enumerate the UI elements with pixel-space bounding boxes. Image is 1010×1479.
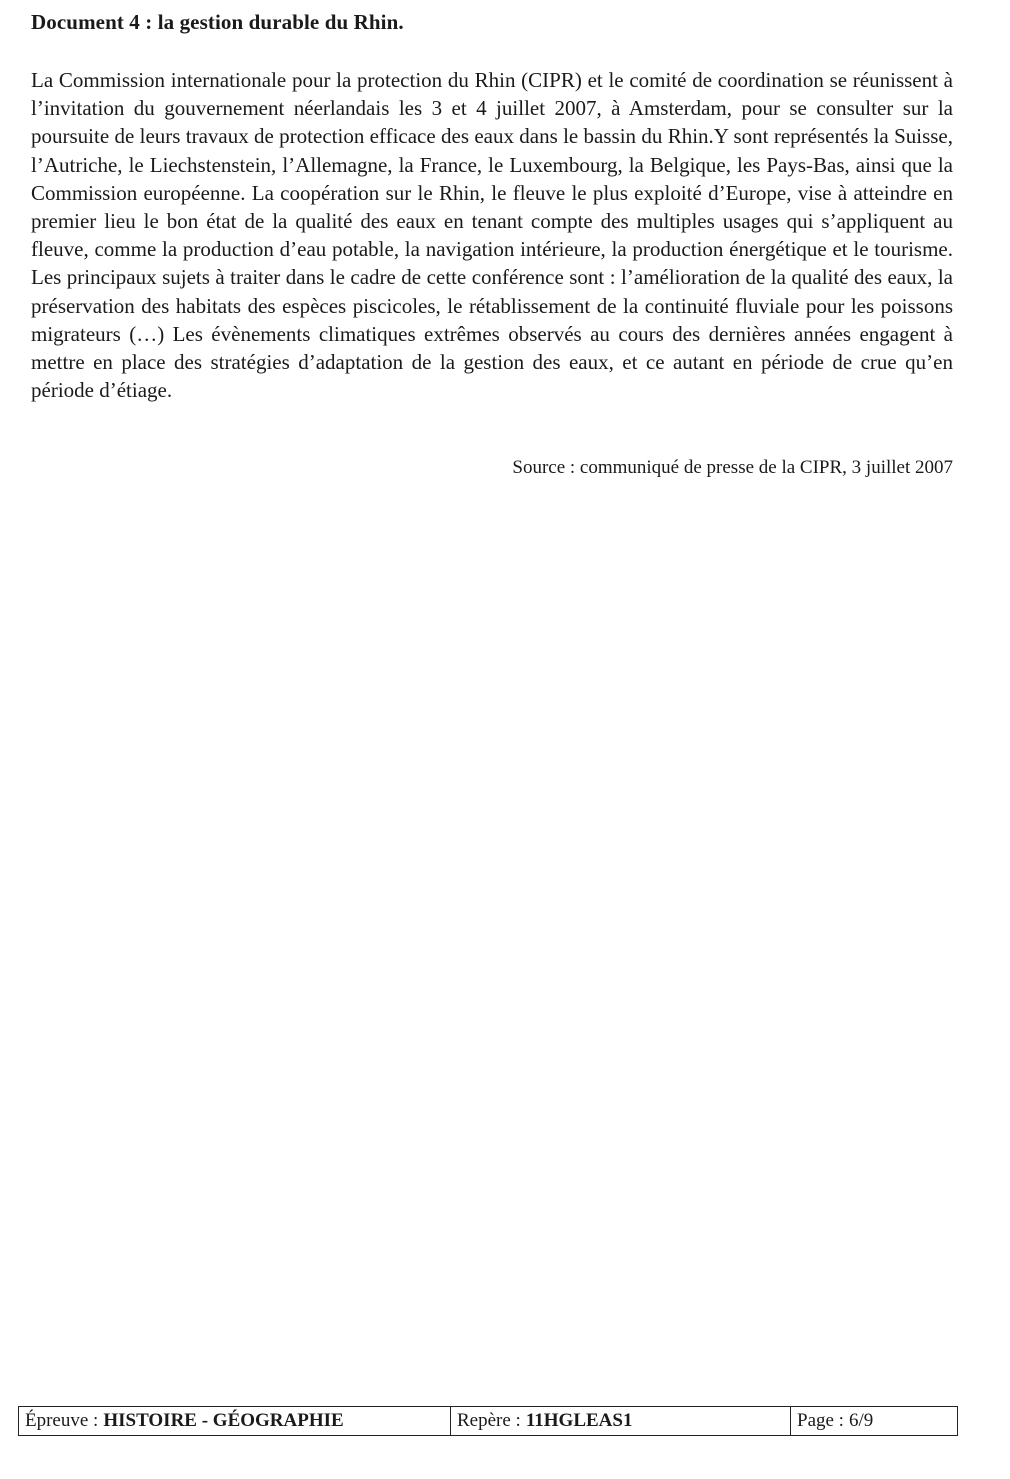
footer-page-label: Page : [797,1410,844,1431]
source-citation: Source : communiqué de presse de la CIPR, 3 juillet 2007 [512,457,953,478]
footer-repere-value: 11HGLEAS1 [525,1410,633,1431]
document-title: Document 4 : la gestion durable du Rhin. [31,10,404,34]
document-paragraph: La Commission internationale pour la protection du Rhin (CIPR) et le comité de coordination se réunissent à l’invitation du gouvernement néerlandais les 3 et 4 juillet 2007, à Amsterdam, pour se consulter sur la poursuite de leurs travaux de protection efficace des eaux dans le bassin du Rhin.Y sont représentés la Suisse, l’Autriche, le Liechstenstein, l’Allemagne, la France, le Luxembourg, la Belgique, les Pays-Bas, ainsi que la Commission européenne. La coopération sur le Rhin, le fleuve le plus exploité d’Europe, vise à atteindre en premier lieu le bon état de la qualité des eaux en tenant compte des multiples usages qui s’appliquent au fleuve, comme la production d’eau potable, la navigation intérieure, la production énergétique et le tourisme. Les principaux sujets à traiter dans le cadre de cette conférence sont : l’amélioration de la qualité des eaux, la préservation des habitats des espèces piscicoles, le rétablissement de la continuité fluviale pour les poissons migrateurs (…) Les évènements climatiques extrêmes observés au cours des dernières années engagent à mettre en place des stratégies d’adaptation de la gestion des eaux, et ce autant en période de crue qu’en période d’étiage. [31,68,953,403]
footer-page-cell [790,1407,957,1435]
footer-page-number: 6/9 [848,1410,874,1431]
footer-epreuve-label: Épreuve : [25,1410,99,1431]
footer-repere-label: Repère : [457,1410,521,1431]
exam-footer [18,1406,958,1436]
footer-epreuve-cell [19,1407,450,1435]
footer-repere-cell [450,1407,790,1435]
footer-epreuve-value: HISTOIRE - GÉOGRAPHIE [103,1410,344,1431]
